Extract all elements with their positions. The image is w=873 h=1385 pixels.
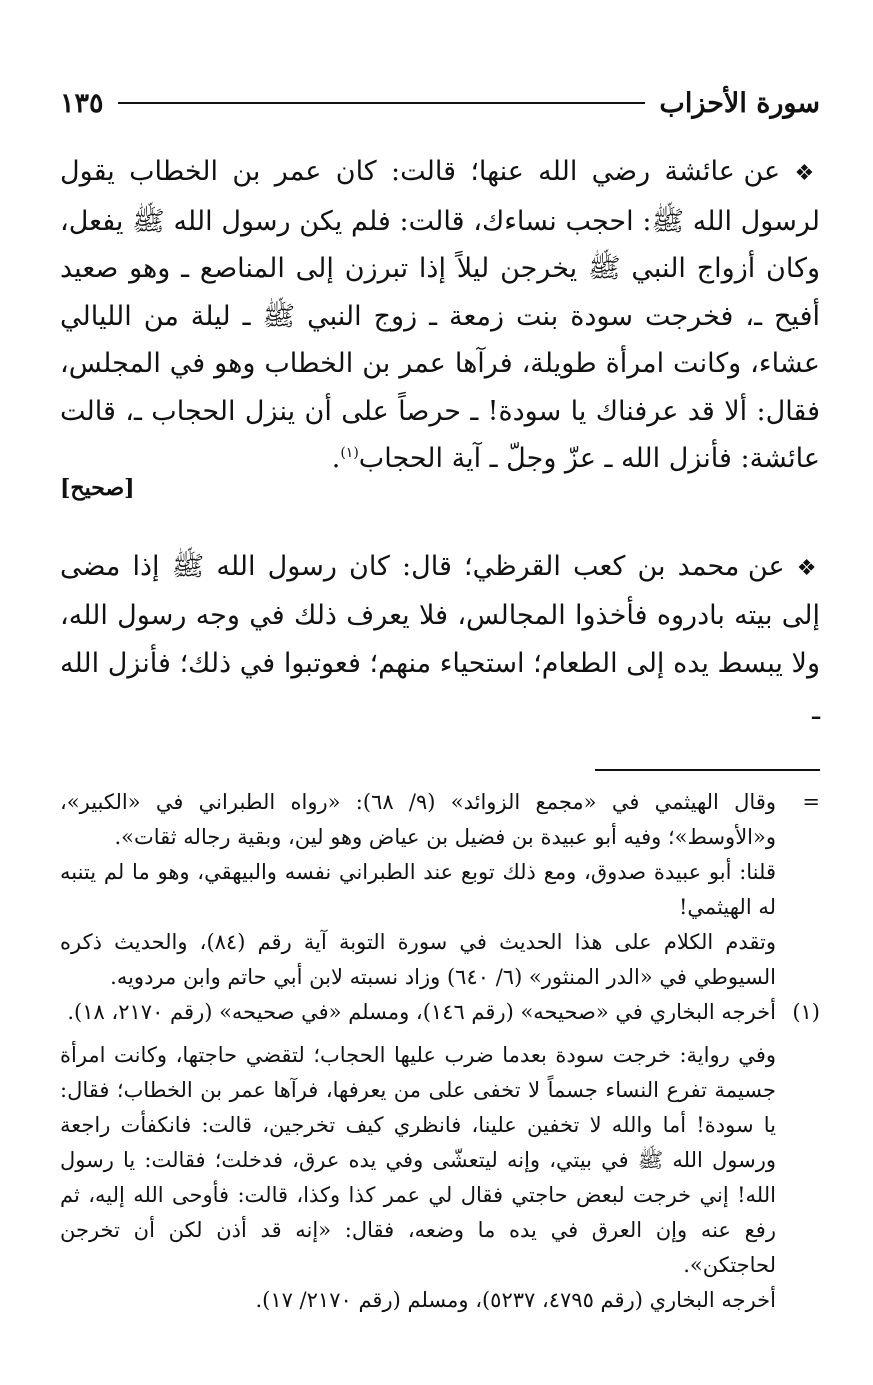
footnotes [60,785,820,1318]
surah-title: سورة الأحزاب [659,87,820,119]
hadith-text: عن محمد بن كعب القرظي؛ قال: كان رسول الله ﷺ إذا مضى إلى بيته بادروه فأخذوا المجالس، فلا يعرف ذلك في وجه رسول الله، ولا يبسط يده إلى الطعام؛ استحياء منهم؛ فعوتبوا في ذلك؛ فأنزل الله ـ [60,550,820,726]
book-page [60,78,820,1318]
page-number: ١٣٥ [60,87,104,119]
footnote-paragraph: أخرجه البخاري (رقم ٤٧٩٥، ٥٢٣٧)، ومسلم (رقم ٢١٧٠/ ١٧). [255,1287,776,1312]
footnote-continuation [60,785,820,995]
footnote-paragraph: وتقدم الكلام على هذا الحديث في سورة التوبة آية رقم (٨٤)، والحديث ذكره السيوطي في «الدر المنثور» (٦/ ٦٤٠) وزاد نسبته لابن أبي حاتم وابن مردويه. [60,929,776,989]
footnote-1 [60,995,820,1318]
footnote-ref[interactable]: (١) [340,445,359,461]
hadith-text: عن عائشة رضي الله عنها؛ قالت: كان عمر بن الخطاب يقول لرسول الله ﷺ: احجب نساءك، قالت: فلم يكن رسول الله ﷺ يفعل، وكان أزواج النبي ﷺ يخرجن ليلاً إذا تبرزن إلى المناصع ـ وهو صعيد أفيح ـ، فخرجت سودة بنت زمعة ـ زوج النبي ﷺ ـ ليلة من الليالي عشاء، وكانت امرأة طويلة، فرآها عمر بن الخطاب وهو في المجلس، فقال: ألا قد عرفناك يا سودة! ـ حرصاً على أن ينزل الحجاب ـ، قالت عائشة: فأنزل الله ـ عزّ وجلّ ـ آية الحجاب [60,156,820,474]
hadith-paragraph-2 [60,543,820,735]
footnote-number: (١) [792,999,820,1024]
page-header [60,78,820,128]
hadith-grade: [صحيح] [60,474,135,501]
footnote-rule [595,769,820,771]
continuation-mark: = [802,789,820,814]
main-text [60,148,820,735]
diamond-bullet-icon: ❖ [796,555,820,581]
footnote-separator [60,735,820,785]
footnote-paragraph: أخرجه البخاري في «صحيحه» (رقم ١٤٦)، ومسلم «في صحيحه» (رقم ٢١٧٠، ١٨). [67,999,776,1024]
hadith-paragraph-1 [60,148,820,483]
sentence-end: . [331,443,341,474]
diamond-bullet-icon: ❖ [794,161,821,186]
header-rule [118,102,646,104]
footnote-paragraph: وقال الهيثمي في «مجمع الزوائد» (٩/ ٦٨): «رواه الطبراني في «الكبير»، و«الأوسط»؛ وفيه أبو عبيدة بن فضيل بن عياض وهو لين، وبقية رجاله ثقات». [60,789,776,849]
footnote-paragraph: وفي رواية: خرجت سودة بعدما ضرب عليها الحجاب؛ لتقضي حاجتها، وكانت امرأة جسيمة تفرع النساء جسماً لا تخفى على من يعرفها، فرآها عمر بن الخطاب؛ فقال: يا سودة! أما والله لا تخفين علينا، فانظري كيف تخرجين، قالت: فانكفأت راجعة ورسول الله ﷺ في بيتي، وإنه ليتعشّى وفي يده عرق، فدخلت؛ فقالت: يا رسول الله! إني خرجت لبعض حاجتي فقال لي عمر كذا وكذا، قالت: فأوحى الله إليه، ثم رفع عنه وإن العرق في يده ما وضعه، فقال: «إنه قد أذن لكن أن تخرجن لحاجتكن». [60,1042,776,1277]
footnote-paragraph: قلنا: أبو عبيدة صدوق، ومع ذلك توبع عند الطبراني نفسه والبيهقي، وهو ما لم يتنبه له الهيثمي! [60,859,776,919]
